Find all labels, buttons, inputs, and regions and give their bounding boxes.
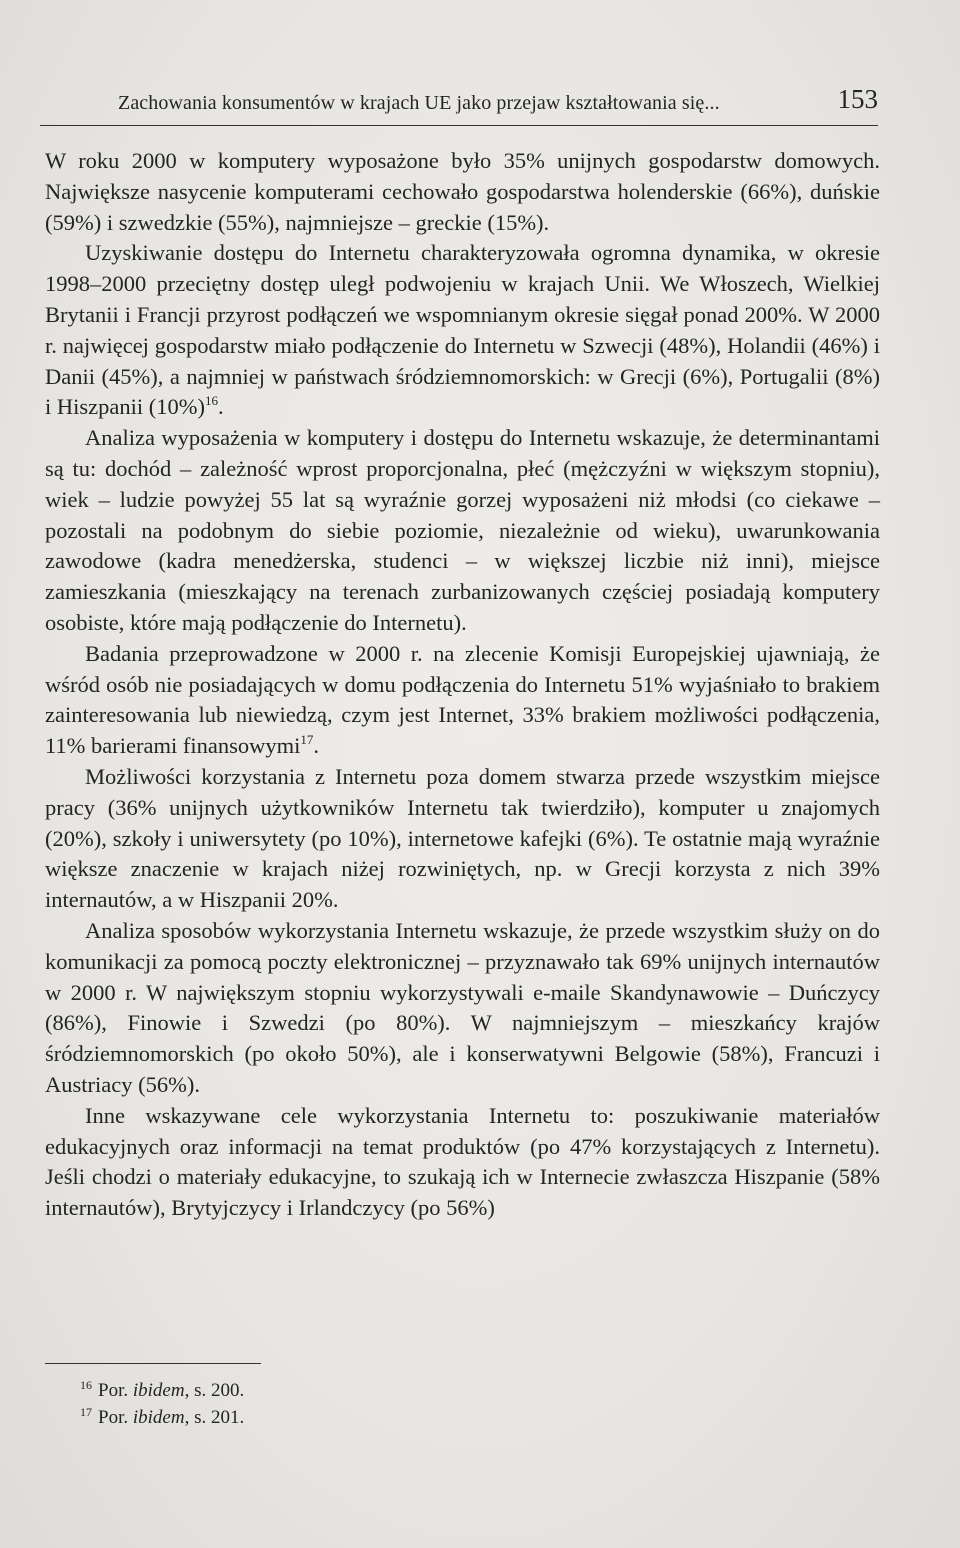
paragraph-3-text: Analiza wyposażenia w komputery i dostępu do Internetu wskazuje, że determinantami są tu: dochód – zależność wprost proporcjonalna, płeć (mężczyźni w większym stopniu), wiek – ludzie powyżej 55 lat są wyraźnie gorzej wyposażeni niż młodsi (co ciekawe – pozostali na podobnym do siebie poziomie, niezależnie od wieku), uwarunkowania zawodowe (kadra menedżerska, studenci – w większej liczbie niż inni), miejsce zamieszkania (mieszkający na terenach zurbanizowanych częściej posiadają komputery osobiste, które mają podłączenie do Internetu).: [45, 425, 880, 635]
footnote-ref-16: 16: [204, 393, 218, 409]
footnote-prefix: Por.: [98, 1380, 129, 1401]
footnote-ref-17: 17: [300, 732, 314, 748]
paragraph-1-text: W roku 2000 w komputery wyposażone było 35% unijnych gospodarstw domowych. Największe nasycenie komputerami cechowało gospodarstwa holenderskie (66%), duńskie (59%) i szwedzkie (55%), najmniejsze – greckie (15%).: [45, 148, 880, 235]
paragraph-7: [45, 1101, 880, 1224]
footnote-source: ibidem: [132, 1380, 185, 1401]
paragraph-3: [45, 423, 880, 639]
paragraph-6-text: Analiza sposobów wykorzystania Internetu wskazuje, że przede wszystkim służy on do komunikacji za pomocą poczty elektronicznej – przyznawało tak 69% unijnych internautów w 2000 r. W największym stopniu wykorzystywali e-maile Skandynawowie – Duńczycy (86%), Finowie i Szwedzi (po 80%). W najmniejszym – mieszkańcy krajów śródziemnomorskich (po około 50%), ale i konserwatywni Belgowie (58%), Francuzi i Austriacy (56%).: [45, 917, 880, 1097]
footnotes: [80, 1377, 244, 1431]
footnote-source: ibidem: [132, 1407, 185, 1428]
paragraph-4-end: .: [313, 733, 319, 759]
running-title: Zachowania konsumentów w krajach UE jako przejaw kształtowania się...: [118, 92, 720, 114]
paragraph-4: [45, 639, 880, 762]
paragraph-2-text: Uzyskiwanie dostępu do Internetu charakteryzowała ogromna dynamika, w okresie 1998–2000 przeciętny dostęp uległ podwojeniu w krajach Unii. We Włoszech, Wielkiej Brytanii i Francji przyrost podłączeń we wspomnianym okresie sięgał ponad 200%. W 2000 r. najwięcej gospodarstw miało podłączenie do Internetu w Szwecji (48%), Holandii (46%) i Danii (45%), a najmniej w państwach śródziemnomorskich: w Grecji (6%), Portugalii (8%) i Hiszpanii (10%): [45, 240, 880, 420]
paragraph-4-text: Badania przeprowadzone w 2000 r. na zlecenie Komisji Europejskiej ujawniają, że wśród osób nie posiadających w domu podłączenia do Internetu 51% wyjaśniało to brakiem zainteresowania lub niewiedzą, czym jest Internet, 33% brakiem możliwości podłączenia, 11% barierami finansowymi: [45, 640, 880, 759]
paragraph-6: [45, 916, 880, 1101]
footnote-page: , s. 200.: [184, 1380, 245, 1401]
paragraph-2: [45, 238, 880, 423]
paragraph-1: [45, 146, 880, 238]
paragraph-2-end: .: [217, 394, 224, 420]
header-rule: [40, 125, 878, 126]
paragraph-5-text: Możliwości korzystania z Internetu poza domem stwarza przede wszystkim miejsce pracy (36% unijnych użytkowników Internetu tak twierdziło), komputer u znajomych (20%), szkoły i uniwersytety (po 10%), internetowe kafejki (6%). Te ostatnie mają wyraźnie większe znaczenie w krajach niżej rozwiniętych, np. w Grecji korzysta z nich 39% internautów, a w Hiszpanii 20%.: [45, 763, 880, 913]
paragraph-5: [45, 762, 880, 916]
paragraph-7-text: Inne wskazywane cele wykorzystania Internetu to: poszukiwanie materiałów edukacyjnych oraz informacji na temat produktów (po 47% korzystających z Internetu). Jeśli chodzi o materiały edukacyjne, to szukają ich w Internecie zwłaszcza Hiszpanie (58% internautów), Brytyjczycy i Irlandczycy (po 56%): [45, 1102, 880, 1221]
page-number: 153: [837, 84, 878, 114]
footnote-number: 16: [80, 1378, 92, 1392]
footnote-prefix: Por.: [98, 1407, 129, 1428]
running-head: [118, 82, 878, 122]
footnote-page: , s. 201.: [184, 1407, 245, 1428]
footnote-16: [80, 1377, 244, 1404]
footnote-number: 17: [80, 1405, 92, 1419]
footnote-17: [80, 1404, 244, 1431]
body-text: [45, 146, 880, 1224]
footnote-rule: [45, 1363, 261, 1364]
